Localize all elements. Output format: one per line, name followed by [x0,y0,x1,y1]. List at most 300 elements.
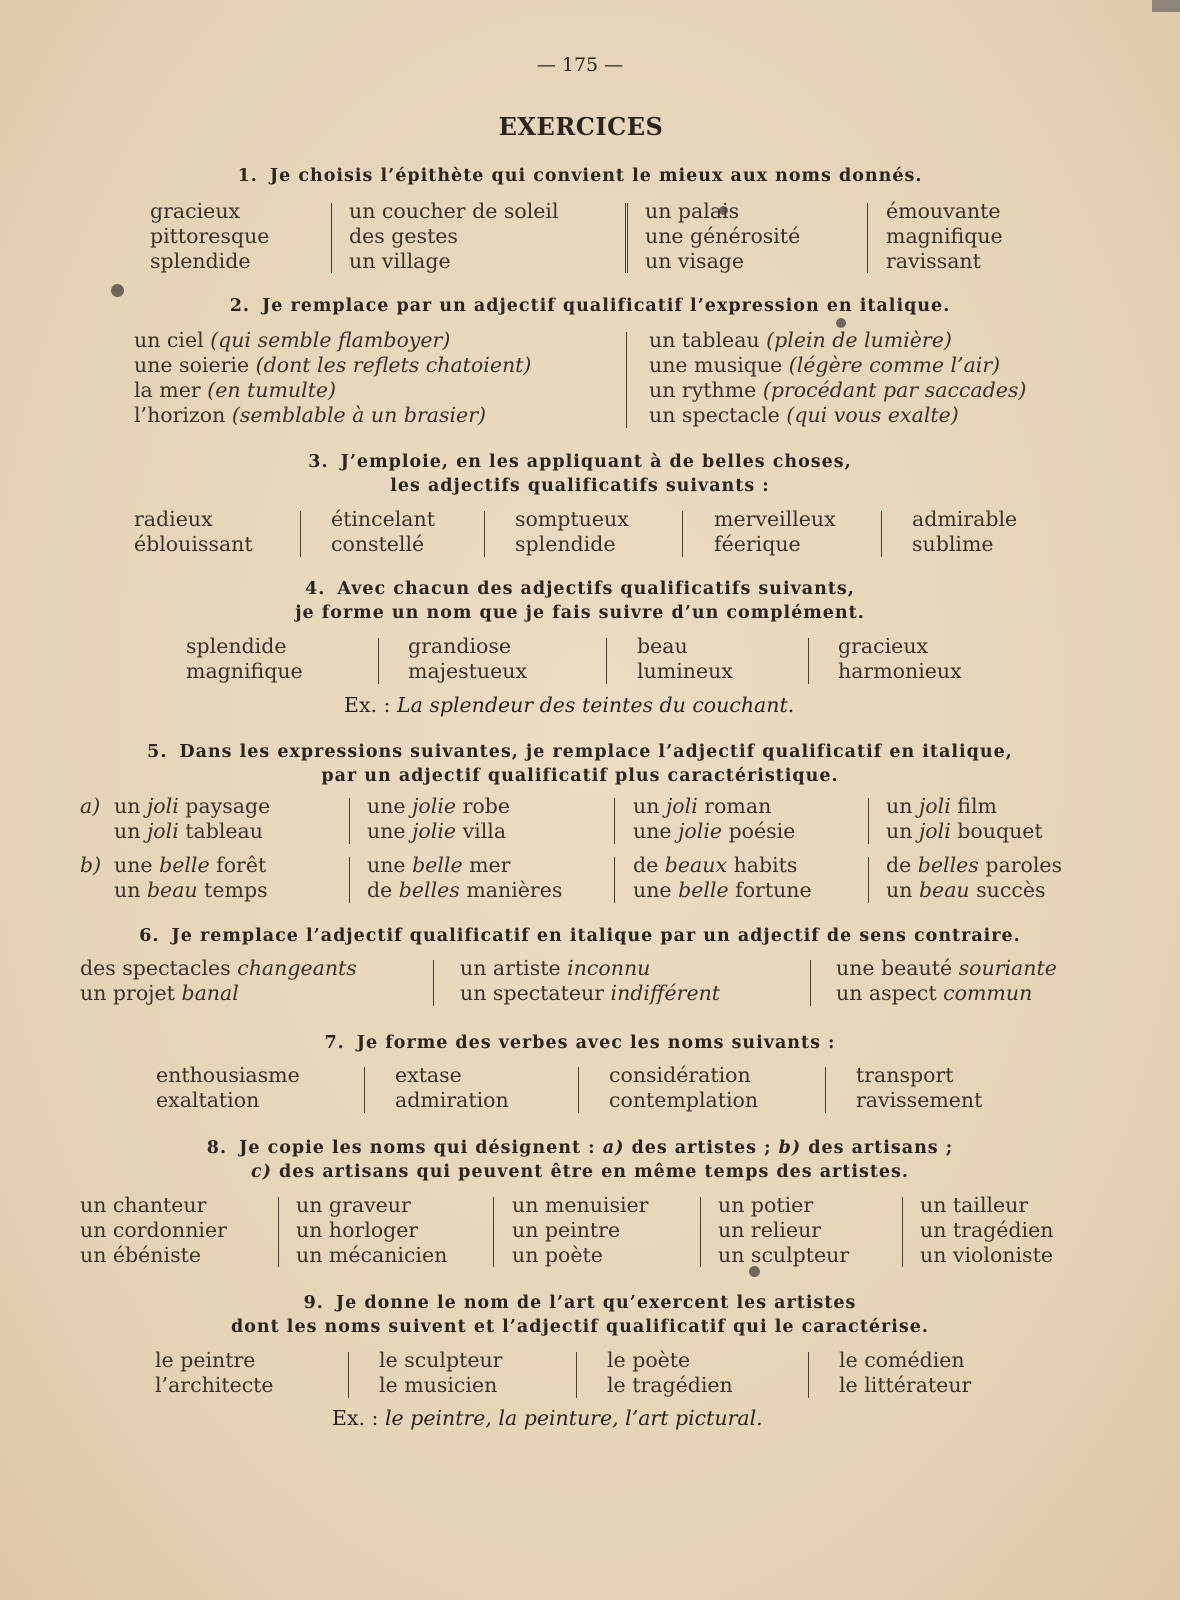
expression-line [80,981,357,1006]
word-column [714,507,836,557]
expression-line [367,819,510,844]
exercise-6 [0,924,1180,1005]
determiner: une [633,878,672,902]
word-column [155,1348,274,1398]
exercise-instruction: des artisans ; [808,1138,954,1158]
instruction-line [0,1160,1160,1184]
exercise-instruction: dont les noms suivent et l’adjectif qualificatif qui le caractérise. [231,1317,929,1337]
expression-line [649,403,1026,428]
expression-column [114,794,270,844]
word: le comédien [839,1348,965,1372]
determiner: une [367,853,406,877]
italic-expression: (en tumulte) [207,378,337,402]
word-column [186,634,303,684]
word: le tragédien [607,1373,733,1397]
word-column [408,634,527,684]
noun: fortune [735,878,812,902]
word: un visage [645,249,745,273]
word: le littérateur [839,1373,972,1397]
italic-adjective: belle [159,853,210,877]
example-text: La splendeur des teintes du couchant. [397,693,795,717]
word-column [607,1348,733,1398]
word: un relieur [718,1218,822,1242]
italic-expression: (qui semble flamboyer) [210,328,451,352]
word: un potier [718,1193,814,1217]
exercise-instruction: Je choisis l’épithète qui convient le mieux aux noms donnés. [269,166,923,186]
expression-column [114,853,268,903]
noun: forêt [216,853,267,877]
noun: un tableau [649,328,760,352]
italic-expression: (semblable à un brasier) [231,403,486,427]
expression-line [460,956,720,981]
noun: manières [466,878,563,902]
noun: film [957,794,997,818]
word-column [80,1193,227,1268]
noun: bouquet [957,819,1043,843]
word: admiration [395,1088,509,1112]
exercise-3 [0,450,1180,556]
word: éblouissant [134,532,253,556]
word-column [912,507,1017,557]
noun: temps [204,878,268,902]
expression-column [367,853,562,903]
italic-adjective: banal [181,981,239,1005]
exercise-number: 1. [237,166,258,186]
expression-column [134,328,531,428]
word-grid [0,634,1180,690]
word-column [718,1193,849,1268]
example-text: le peintre, la peinture, l’art pictural. [385,1406,763,1430]
italic-adjective: jolie [678,819,723,843]
punch-hole [836,318,846,328]
determiner: un [114,819,141,843]
exercise-number: 7. [324,1033,345,1053]
word: un village [349,249,451,273]
noun: un aspect [836,981,937,1005]
expression-column [460,956,720,1006]
exercise-instruction: des artisans qui peuvent être en même temps des artistes. [279,1162,910,1182]
exercise-5 [0,740,1180,902]
determiner: une [633,819,672,843]
expression-column [633,853,812,903]
word-column [838,634,962,684]
expression-line [134,353,531,378]
italic-adjective: commun [943,981,1033,1005]
word: radieux [134,507,213,531]
column-divider [331,203,332,273]
noun: poésie [728,819,796,843]
example-label: Ex. : [344,693,391,717]
instruction-line [0,740,1160,764]
exercise-instruction: les adjectifs qualificatifs suivants : [390,476,770,496]
column-divider [348,1352,349,1398]
column-divider [378,638,379,684]
word: majestueux [408,659,528,683]
column-divider [867,203,868,273]
exercise-instruction: Je forme des verbes avec les noms suivants : [356,1033,836,1053]
exercise-7 [0,1031,1180,1112]
word-column [515,507,629,557]
exercise-heading [0,924,1160,948]
word: considération [609,1063,751,1087]
word: étincelant [331,507,435,531]
word-column [609,1063,758,1113]
expression-column [633,794,795,844]
italic-adjective: joli [146,794,179,818]
expression-grid [0,794,1180,914]
page-title: EXERCICES [498,112,664,141]
expression-line [886,794,1043,819]
word: émouvante [886,199,1001,223]
exercise-instruction: des artistes ; [631,1138,772,1158]
expression-line [114,853,268,878]
noun: mer [469,853,511,877]
column-divider [484,511,485,557]
italic-adjective: joli [918,794,951,818]
exercise-number: 3. [308,452,329,472]
column-divider [626,332,627,428]
column-divider [614,798,615,844]
italic-adjective: beaux [664,853,728,877]
exercise-instruction: par un adjectif qualificatif plus caractéristique. [321,766,839,786]
word: magnifique [886,224,1003,248]
exercise-heading [0,1291,1160,1339]
italic-adjective: souriante [958,956,1057,980]
determiner: un [633,794,660,818]
italic-adjective: changeants [237,956,357,980]
word-column [349,199,559,274]
item-marker: c) [250,1162,272,1182]
exercise-4 [0,577,1180,717]
exercise-instruction: Je remplace l’adjectif qualificatif en italique par un adjectif de sens contraire. [171,926,1021,946]
column-divider [433,960,434,1006]
italic-expression: (dont les reflets chatoient) [255,353,532,377]
expression-line [114,794,270,819]
word-grid [0,507,1180,563]
instruction-line [0,577,1160,601]
word: un tragédien [920,1218,1054,1242]
word: un ébéniste [80,1243,201,1267]
expression-column [649,328,1026,428]
column-divider [349,857,350,903]
noun: un rythme [649,378,757,402]
determiner: une [367,794,406,818]
exercise-9 [0,1291,1180,1430]
expression-line [114,878,268,903]
word: magnifique [186,659,303,683]
exercise-heading [0,450,1160,498]
group-label: b) [80,853,102,877]
italic-adjective: inconnu [567,956,651,980]
word-column [296,1193,447,1268]
noun: succès [976,878,1046,902]
italic-adjective: jolie [412,794,457,818]
noun: un spectateur [460,981,605,1005]
column-divider [902,1197,903,1267]
expression-grid [0,956,1180,1012]
determiner: de [886,853,912,877]
determiner: de [367,878,393,902]
word-column [331,507,435,557]
word: un cordonnier [80,1218,227,1242]
noun: robe [462,794,510,818]
italic-expression: (qui vous exalte) [786,403,959,427]
italic-adjective: belle [412,853,463,877]
word-column [156,1063,300,1113]
exercise-heading [0,1136,1160,1184]
word: un menuisier [512,1193,649,1217]
column-divider [810,960,811,1006]
word-column [379,1348,502,1398]
word: admirable [912,507,1018,531]
word: splendide [150,249,251,273]
word: sublime [912,532,994,556]
column-divider [349,798,350,844]
word: un chanteur [80,1193,207,1217]
expression-line [134,378,531,403]
word: le poète [607,1348,691,1372]
word-grid [0,1348,1180,1404]
exercise-number: 9. [303,1293,324,1313]
expression-grid [0,328,1180,432]
italic-expression: (légère comme l’air) [788,353,1001,377]
determiner: une [367,819,406,843]
noun: un spectacle [649,403,780,427]
noun: tableau [185,819,263,843]
italic-expression: (procédant par saccades) [762,378,1027,402]
determiner: un [886,819,913,843]
word: beau [637,634,688,658]
exercise-instruction: Avec chacun des adjectifs qualificatifs suivants, [337,579,855,599]
determiner: un [114,794,141,818]
expression-column [886,794,1043,844]
italic-adjective: beau [146,878,198,902]
italic-adjective: joli [146,819,179,843]
exercise-number: 4. [305,579,326,599]
group-label: a) [80,794,101,818]
column-divider [700,1197,701,1267]
word-column [886,199,1003,274]
word: un palais [645,199,740,223]
expression-line [633,819,795,844]
determiner: une [114,853,153,877]
expression-line [134,403,531,428]
determiner: de [633,853,659,877]
expression-column [80,956,357,1006]
exercise-heading [0,740,1160,788]
expression-line [633,794,795,819]
exercise-instruction: Je remplace par un adjectif qualificatif l’expression en italique. [261,296,951,316]
column-divider [300,511,301,557]
column-divider [493,1197,494,1267]
example-line [332,1406,763,1430]
example-label: Ex. : [332,1406,379,1430]
expression-line [367,878,562,903]
exercise-instruction: je forme un nom que je fais suivre d’un complément. [295,603,865,623]
italic-expression: (plein de lumière) [766,328,952,352]
exercise-heading [0,577,1160,625]
word-grid [0,1063,1180,1119]
page-edge-mark [1152,0,1180,12]
word: un tailleur [920,1193,1029,1217]
noun: habits [733,853,798,877]
noun: une beauté [836,956,953,980]
column-divider [576,1352,577,1398]
word-column [150,199,269,274]
instruction-line [0,450,1160,474]
exercise-instruction: Je donne le nom de l’art qu’exercent les artistes [335,1293,857,1313]
word: un peintre [512,1218,621,1242]
column-divider [868,798,869,844]
word: splendide [186,634,287,658]
column-divider [868,857,869,903]
expression-line [836,981,1057,1006]
exercise-number: 6. [139,926,160,946]
word-column [856,1063,982,1113]
exercise-instruction: J’emploie, en les appliquant à de belles choses, [340,452,852,472]
determiner: un [886,878,913,902]
exercise-8 [0,1136,1180,1267]
expression-line [886,819,1043,844]
italic-adjective: joli [665,794,698,818]
exercise-heading [0,294,1180,318]
expression-line [114,819,270,844]
expression-line [649,328,1026,353]
word-grid [0,1193,1180,1273]
italic-adjective: belle [678,878,729,902]
expression-column [836,956,1057,1006]
word: gracieux [150,199,241,223]
exercise-number: 2. [229,296,250,316]
expression-line [367,853,562,878]
exercise-instruction: Dans les expressions suivantes, je remplace l’adjectif qualificatif en italique, [179,742,1013,762]
column-divider [881,511,882,557]
word: gracieux [838,634,929,658]
noun: villa [462,819,507,843]
noun: un projet [80,981,175,1005]
determiner: un [886,794,913,818]
item-marker: b) [778,1138,802,1158]
italic-adjective: belles [398,878,460,902]
exercise-instruction: Je copie les noms qui désignent : [239,1138,596,1158]
word: l’architecte [155,1373,274,1397]
instruction-line [0,1291,1160,1315]
expression-line [886,878,1062,903]
exercise-number: 8. [206,1138,228,1158]
exercise-2 [0,294,1180,427]
word: lumineux [637,659,733,683]
column-divider [682,511,683,557]
italic-adjective: belles [917,853,979,877]
word: ravissant [886,249,981,273]
column-divider [808,638,809,684]
word: un horloger [296,1218,419,1242]
noun: des spectacles [80,956,231,980]
expression-line [649,378,1026,403]
expression-line [80,956,357,981]
expression-line [134,328,531,353]
expression-line [633,878,812,903]
column-divider [364,1067,365,1113]
expression-column [367,794,510,844]
word: un poète [512,1243,603,1267]
noun: un ciel [134,328,204,352]
word: constellé [331,532,425,556]
column-divider [606,638,607,684]
noun: un artiste [460,956,561,980]
italic-adjective: indifférent [610,981,721,1005]
word-column [134,507,253,557]
exercise-heading [0,1031,1160,1055]
noun: paysage [185,794,271,818]
word-column [645,199,800,274]
determiner: un [114,878,141,902]
word: contemplation [609,1088,759,1112]
word: merveilleux [714,507,836,531]
word: le musicien [379,1373,498,1397]
expression-column [886,853,1062,903]
word: transport [856,1063,954,1087]
column-divider [808,1352,809,1398]
word: pittoresque [150,224,270,248]
column-divider [625,203,628,273]
italic-adjective: jolie [412,819,457,843]
word: extase [395,1063,462,1087]
column-divider [825,1067,826,1113]
page-number: — 175 — [536,54,624,76]
word: exaltation [156,1088,260,1112]
exercise-heading [0,164,1160,188]
word: ravissement [856,1088,983,1112]
word: un violoniste [920,1243,1053,1267]
exercise-number: 5. [147,742,168,762]
word-column [637,634,733,684]
example-line [344,693,794,717]
word: féerique [714,532,801,556]
word: un sculpteur [718,1243,850,1267]
exercise-1 [0,164,1180,273]
word-column [512,1193,648,1268]
word: somptueux [515,507,629,531]
word: le peintre [155,1348,256,1372]
column-divider [614,857,615,903]
word: un mécanicien [296,1243,448,1267]
instruction-line [0,1136,1160,1160]
expression-line [886,853,1062,878]
word: le sculpteur [379,1348,503,1372]
noun: une soierie [134,353,250,377]
word: une générosité [645,224,801,248]
column-divider [578,1067,579,1113]
word: un coucher de soleil [349,199,559,223]
expression-line [649,353,1026,378]
noun: l’horizon [134,403,226,427]
expression-line [367,794,510,819]
expression-line [633,853,812,878]
word-column [395,1063,509,1113]
word: harmonieux [838,659,962,683]
noun: une musique [649,353,783,377]
word-column [839,1348,971,1398]
column-divider [278,1197,279,1267]
noun: roman [704,794,772,818]
noun: paroles [985,853,1063,877]
expression-line [836,956,1057,981]
word: des gestes [349,224,458,248]
noun: la mer [134,378,201,402]
italic-adjective: joli [918,819,951,843]
word: grandiose [408,634,512,658]
